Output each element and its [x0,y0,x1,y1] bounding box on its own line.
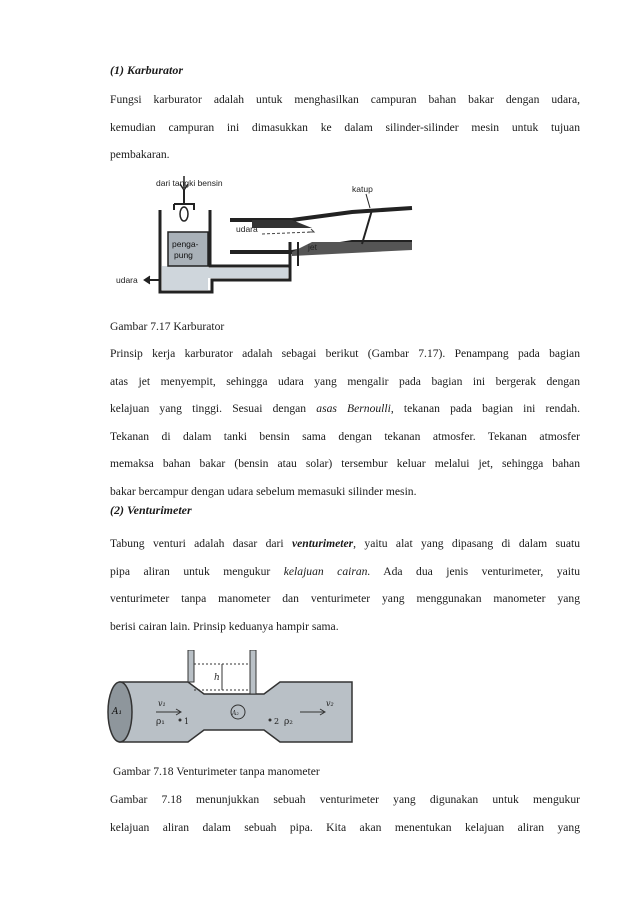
text-span: , tekanan pada bagian ini rendah. [390,402,580,416]
text-span: , yaitu alat yang dipasang di dalam suatu [353,537,580,550]
paragraph-venturimeter-intro [110,530,580,640]
text-span: pipa aliran untuk mengukur [110,564,284,578]
figure-caption-7-18: Gambar 7.18 Venturimeter tanpa manometer [113,765,320,778]
text-line: Fungsi karburator adalah untuk menghasilkan campuran bahan bakar dengan udara, [110,93,580,106]
text-line [110,395,580,423]
section-heading-venturimeter: (2) Venturimeter [110,503,192,517]
text-line: memaksa bahan bakar (bensin atau solar) tersembur keluar melalui jet, sehingga bahan [110,457,580,471]
text-line: bakar bercampur dengan udara sebelum memasuki silinder mesin. [110,484,417,498]
label-p1: ρ₁ [156,717,165,727]
paragraph-venturimeter-explanation [110,786,580,841]
term-kelajuan-cairan: kelajuan cairan. [283,564,371,578]
paragraph-karburator-intro [110,86,580,169]
text-line: Prinsip kerja karburator adalah sebagai berikut (Gambar 7.17). Penampang pada bagian [110,347,580,360]
text-span: kelajuan yang tinggi. Sesuai dengan [110,402,317,416]
text-span: Tabung venturi adalah dasar dari [110,537,292,550]
text-line: atas jet menyempit, sehingga udara yang mengalir pada bagian ini bergerak dengan [110,374,580,388]
text-line [110,558,580,586]
label-air-top: udara [236,224,258,234]
carburetor-figure [112,170,442,300]
text-span: Ada dua jenis venturimeter, yaitu [370,564,580,578]
label-point-1: 1 [184,717,190,726]
paragraph-karburator-principle [110,340,580,506]
label-tank: dari tangki bensin [156,178,223,188]
text-line: Tekanan di dalam tanki bensin sama dengan tekanan atmosfer. Tekanan atmosfer [110,429,580,443]
term-venturimeter: venturimeter [291,537,354,550]
label-valve: katup [352,184,373,194]
label-v1: v₁ [158,699,166,708]
text-line [110,530,580,558]
label-point-2: 2 [274,717,280,726]
label-h: h [214,673,220,683]
label-p2: ρ₂ [284,717,293,727]
label-jet: jet [308,242,317,252]
section-heading-karburator: (1) Karburator [110,63,184,77]
label-float-2: pung [174,250,193,260]
label-A1: A₁ [112,707,123,717]
label-v2: v₂ [326,699,334,708]
text-line: pembakaran. [110,148,170,162]
venturimeter-figure [104,650,364,750]
text-line: Gambar 7.18 menunjukkan sebuah venturimeter yang digunakan untuk mengukur [110,793,580,806]
text-line: berisi cairan lain. Prinsip keduanya hampir sama. [110,619,339,633]
text-line: kelajuan aliran dalam sebuah pipa. Kita akan menentukan kelajuan aliran yang [110,820,580,834]
figure-caption-7-17: Gambar 7.17 Karburator [110,320,225,333]
label-A2: A₂ [232,710,239,717]
text-line: venturimeter tanpa manometer dan venturimeter yang menggunakan manometer yang [110,592,580,606]
label-air-left: udara [116,275,138,285]
text-line: kemudian campuran ini dimasukkan ke dalam silinder-silinder mesin untuk tujuan [110,120,580,134]
term-bernoulli: asas Bernoulli [316,402,391,416]
label-float-1: penga- [172,239,199,249]
